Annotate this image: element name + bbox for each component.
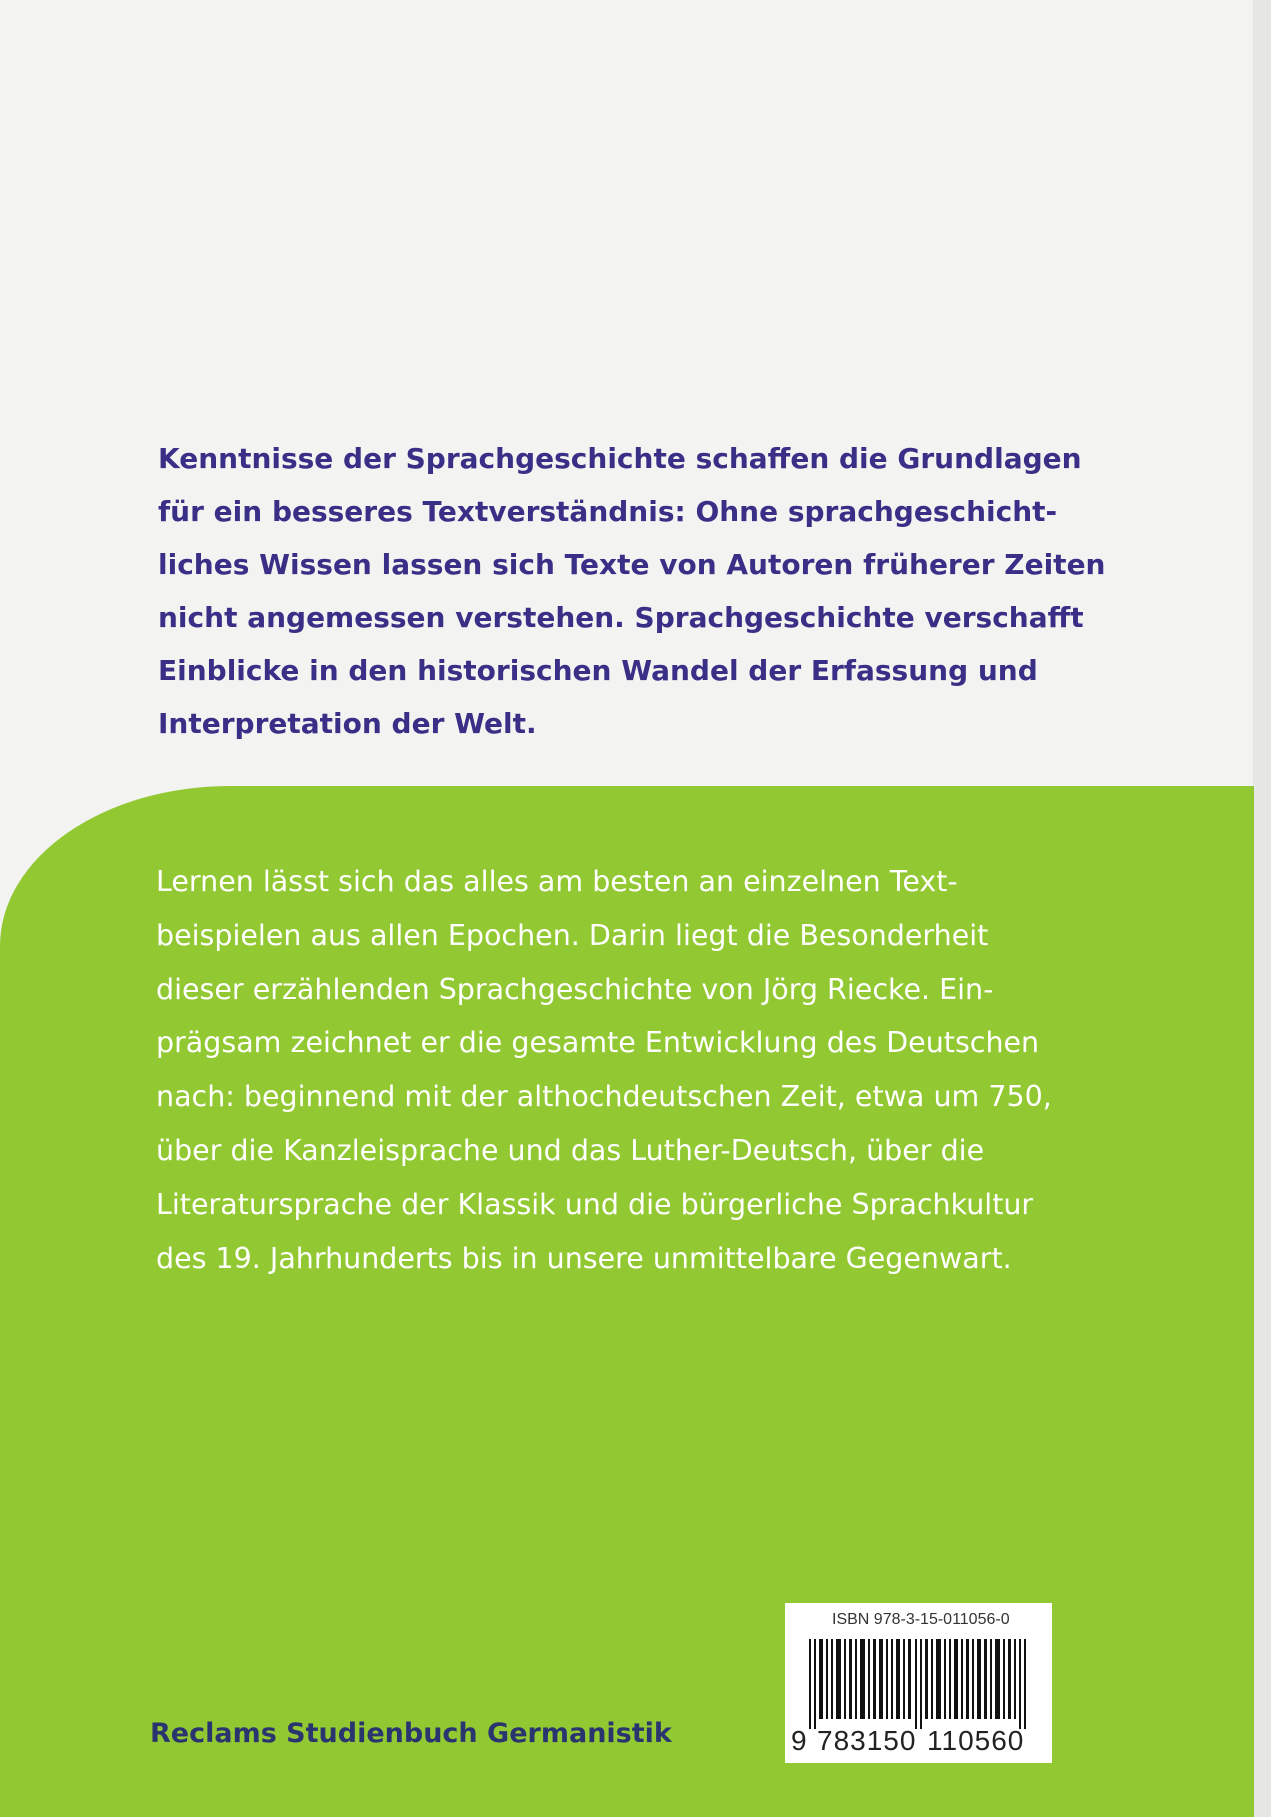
body-line: Literatursprache der Klassik und die bürgerliche Sprachkultur <box>156 1187 1034 1221</box>
body-line: prägsam zeichnet er die gesamte Entwicklung des Deutschen <box>156 1026 1040 1060</box>
body-line: Lernen lässt sich das alles am besten an einzelnen Text- <box>156 865 958 898</box>
intro-paragraph <box>158 432 1106 750</box>
body-paragraph <box>156 855 1156 1285</box>
intro-line: für ein besseres Textverständnis: Ohne sprachgeschicht- <box>158 495 1058 528</box>
body-line: dieser erzählenden Sprachgeschichte von Jörg Riecke. Ein- <box>156 972 994 1006</box>
body-line: des 19. Jahrhunderts bis in unsere unmittelbare Gegenwart. <box>156 1241 1012 1275</box>
body-line: beispielen aus allen Epochen. Darin liegt die Besonderheit <box>156 918 989 952</box>
ean-right-digits: 110560 <box>927 1725 1025 1756</box>
intro-line: liches Wissen lassen sich Texte von Autoren früherer Zeiten <box>158 548 1106 581</box>
intro-line: Einblicke in den historischen Wandel der Erfassung und <box>158 654 1038 687</box>
isbn-label: ISBN 978-3-15-011056-0 <box>832 1611 1010 1628</box>
intro-line: nicht angemessen verstehen. Sprachgeschichte verschafft <box>158 601 1084 634</box>
cover-edge <box>1253 0 1271 1817</box>
barcode <box>785 1603 1052 1763</box>
body-line: nach: beginnend mit der althochdeutschen Zeit, etwa um 750, <box>156 1080 1052 1114</box>
intro-line: Interpretation der Welt. <box>158 707 537 740</box>
ean-first-digit: 9 <box>791 1725 807 1756</box>
intro-line: Kenntnisse der Sprachgeschichte schaffen die Grundlagen <box>158 442 1082 475</box>
ean-left-digits: 783150 <box>817 1725 917 1756</box>
barcode-bars <box>809 1639 1034 1729</box>
body-line: über die Kanzleisprache und das Luther-Deutsch, über die <box>156 1133 985 1167</box>
series-title: Reclams Studienbuch Germanistik <box>150 1718 672 1749</box>
